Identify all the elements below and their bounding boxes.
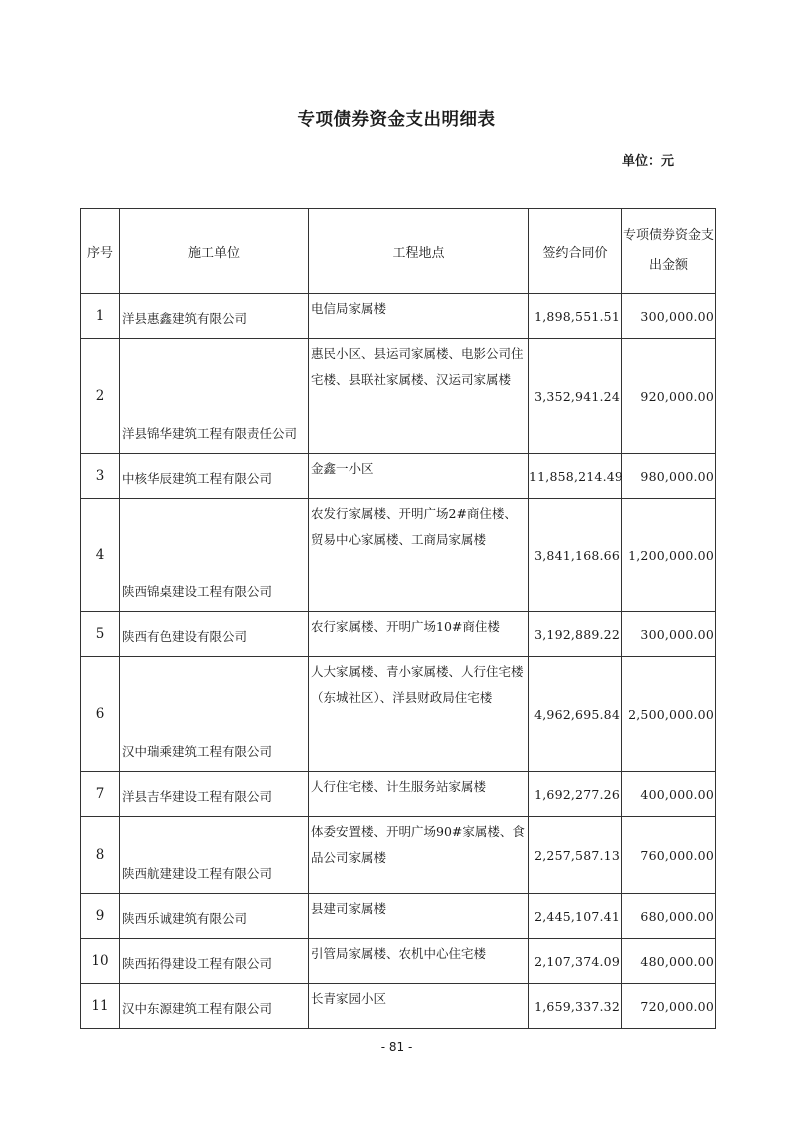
row-location: 农发行家属楼、开明广场2#商住楼、贸易中心家属楼、工商局家属楼 — [309, 499, 529, 612]
row-contractor: 汉中东源建筑工程有限公司 — [120, 984, 309, 1029]
row-contractor: 中核华辰建筑工程有限公司 — [120, 454, 309, 499]
page-number: - 81 - — [380, 1040, 413, 1054]
header-no: 序号 — [81, 209, 120, 294]
table-row — [81, 984, 716, 1029]
row-bond-amount: 2,500,000.00 — [622, 657, 716, 772]
row-bond-amount: 980,000.00 — [622, 454, 716, 499]
row-bond-amount: 680,000.00 — [622, 894, 716, 939]
row-contractor: 陕西乐诚建筑有限公司 — [120, 894, 309, 939]
row-contractor: 陕西锦桌建设工程有限公司 — [120, 499, 309, 612]
unit-label: 单位：元 — [622, 154, 675, 169]
page-title: 专项债券资金支出明细表 — [297, 110, 496, 130]
header-contract-price: 签约合同价 — [529, 209, 622, 294]
row-bond-amount: 720,000.00 — [622, 984, 716, 1029]
row-number: 1 — [81, 294, 120, 339]
table-row — [81, 612, 716, 657]
row-number: 11 — [81, 984, 120, 1029]
row-contractor: 洋县吉华建设工程有限公司 — [120, 772, 309, 817]
row-location: 县建司家属楼 — [309, 894, 529, 939]
row-location: 人行住宅楼、计生服务站家属楼 — [309, 772, 529, 817]
row-bond-amount: 920,000.00 — [622, 339, 716, 454]
row-contractor: 陕西拓得建设工程有限公司 — [120, 939, 309, 984]
expenditure-table — [80, 208, 716, 1029]
row-contractor: 汉中瑞乘建筑工程有限公司 — [120, 657, 309, 772]
row-contract-price: 2,445,107.41 — [529, 894, 622, 939]
row-contract-price: 2,257,587.13 — [529, 817, 622, 894]
row-location: 长青家园小区 — [309, 984, 529, 1029]
header-bond-amount-text: 专项债券资金支出金额 — [622, 228, 714, 273]
row-location: 人大家属楼、青小家属楼、人行住宅楼（东城社区）、洋县财政局住宅楼 — [309, 657, 529, 772]
row-contractor: 陕西有色建设有限公司 — [120, 612, 309, 657]
row-contract-price: 11,858,214.49 — [529, 454, 622, 499]
row-contractor: 洋县惠鑫建筑有限公司 — [120, 294, 309, 339]
row-contract-price: 1,898,551.51 — [529, 294, 622, 339]
row-number: 4 — [81, 499, 120, 612]
row-contractor: 洋县锦华建筑工程有限责任公司 — [120, 339, 309, 454]
table-row — [81, 294, 716, 339]
row-number: 7 — [81, 772, 120, 817]
row-contract-price: 3,192,889.22 — [529, 612, 622, 657]
row-location: 金鑫一小区 — [309, 454, 529, 499]
row-number: 8 — [81, 817, 120, 894]
row-bond-amount: 1,200,000.00 — [622, 499, 716, 612]
row-contractor: 陕西航建建设工程有限公司 — [120, 817, 309, 894]
row-bond-amount: 480,000.00 — [622, 939, 716, 984]
table-row — [81, 939, 716, 984]
row-contract-price: 3,352,941.24 — [529, 339, 622, 454]
row-number: 6 — [81, 657, 120, 772]
row-location: 体委安置楼、开明广场90#家属楼、食品公司家属楼 — [309, 817, 529, 894]
header-bond-amount — [622, 209, 716, 294]
row-location: 电信局家属楼 — [309, 294, 529, 339]
row-contract-price: 3,841,168.66 — [529, 499, 622, 612]
row-contract-price: 2,107,374.09 — [529, 939, 622, 984]
row-contract-price: 1,692,277.26 — [529, 772, 622, 817]
table-row — [81, 657, 716, 772]
row-bond-amount: 300,000.00 — [622, 294, 716, 339]
table-header-row — [81, 209, 716, 294]
row-number: 2 — [81, 339, 120, 454]
table-row — [81, 894, 716, 939]
row-bond-amount: 760,000.00 — [622, 817, 716, 894]
table-row — [81, 499, 716, 612]
row-contract-price: 1,659,337.32 — [529, 984, 622, 1029]
row-number: 9 — [81, 894, 120, 939]
header-contractor: 施工单位 — [120, 209, 309, 294]
row-number: 3 — [81, 454, 120, 499]
header-location: 工程地点 — [309, 209, 529, 294]
table-row — [81, 339, 716, 454]
row-number: 10 — [81, 939, 120, 984]
row-bond-amount: 300,000.00 — [622, 612, 716, 657]
row-number: 5 — [81, 612, 120, 657]
row-location: 惠民小区、县运司家属楼、电影公司住宅楼、县联社家属楼、汉运司家属楼 — [309, 339, 529, 454]
row-bond-amount: 400,000.00 — [622, 772, 716, 817]
table-row — [81, 817, 716, 894]
row-location: 农行家属楼、开明广场10#商住楼 — [309, 612, 529, 657]
table-row — [81, 772, 716, 817]
row-location: 引管局家属楼、农机中心住宅楼 — [309, 939, 529, 984]
table-row — [81, 454, 716, 499]
row-contract-price: 4,962,695.84 — [529, 657, 622, 772]
